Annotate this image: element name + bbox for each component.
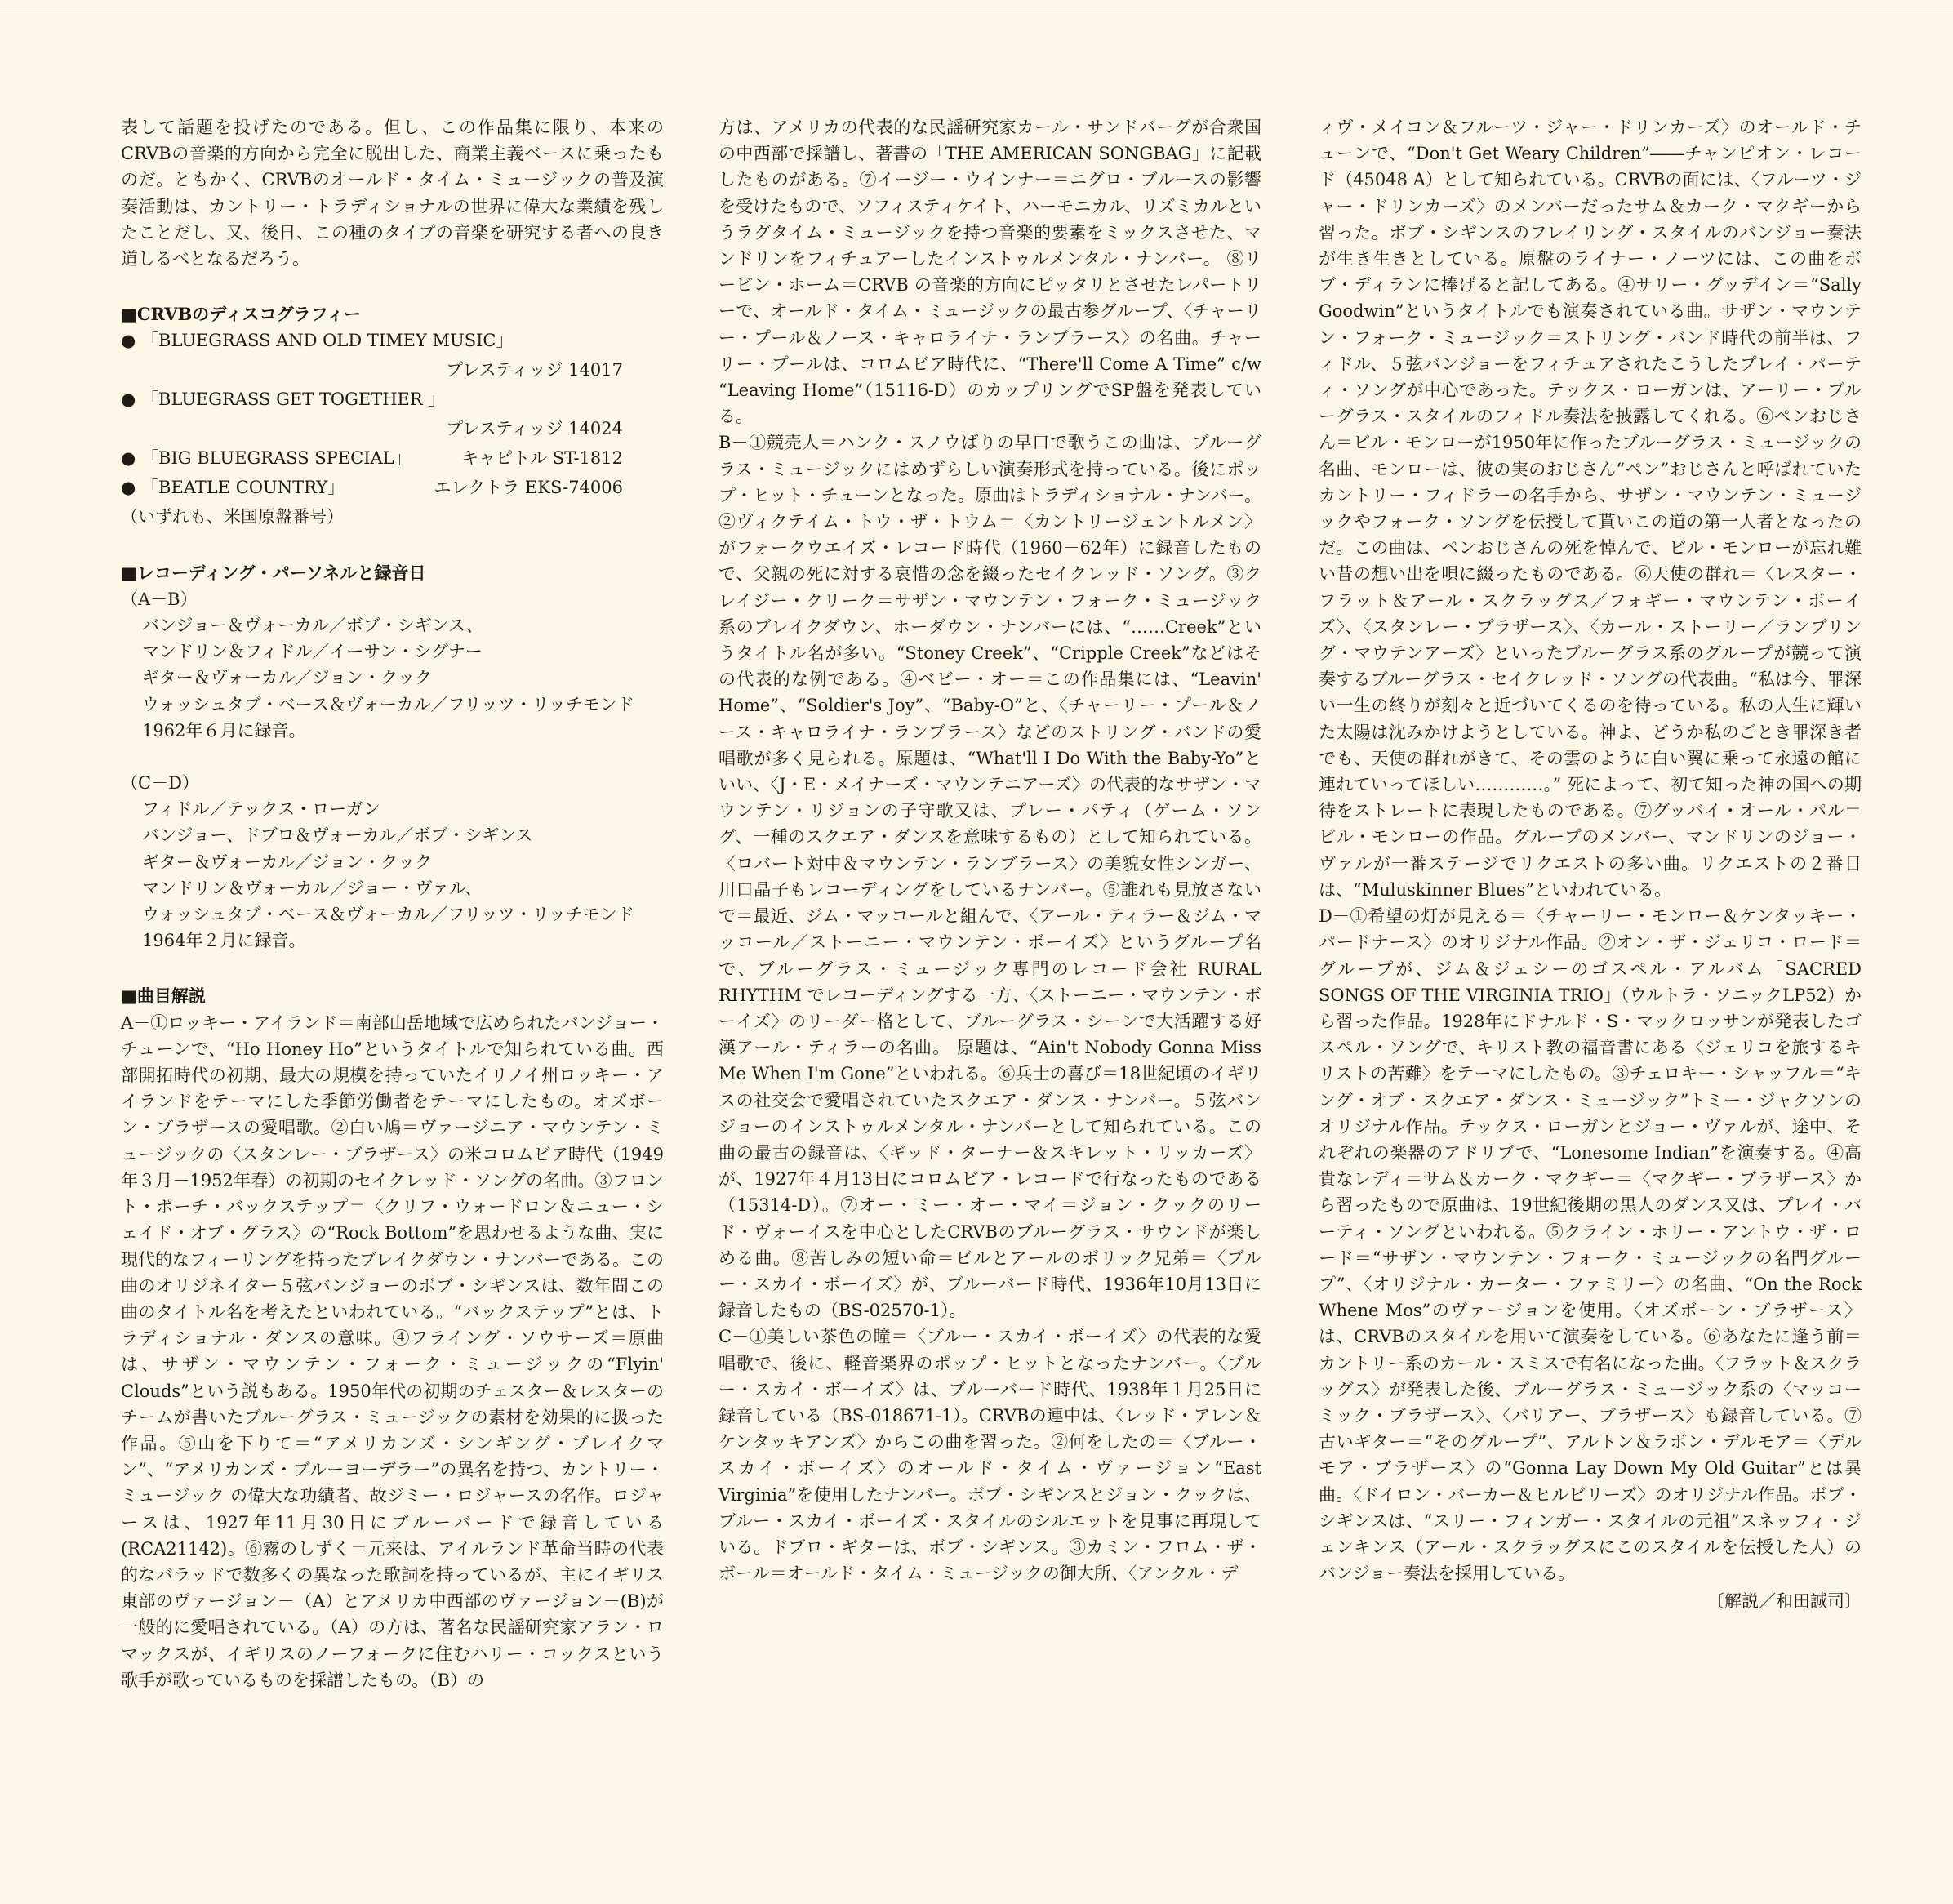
- author-credit: 〔解説／和田誠司〕: [1707, 1591, 1862, 1612]
- personnel-list-cd: [121, 796, 664, 954]
- column-2: [718, 114, 1267, 1586]
- song-notes-text: 方は、アメリカの代表的な民謡研究家カール・サンドバーグが合衆国の中西部で採譜し、著書の「THE AMERICAN SONGBAG」に記載したものがある。⑦イージー・ウインナー＝ニグロ・ブルースの影響を受けたもので、ソフィスティケイト、ハーモニカル、リズミカルというラグタイム・ミュージックを持つ音楽的要素をミックスさせた、マンドリンをフィチュアーしたインストゥルメンタル・ナンバー。 ⑧リービン・ホーム＝CRVB の音楽的方向にピッタリとさせたレパートリーで、オールド・タイム・ミュージックの最古参グループ、〈チャーリー・プール＆ノース・キャロライナ・ランブラース〉の名曲。チャーリー・プールは、コロムビア時代に、“There'll Come A Time” c/w “Leaving Home”（15116-D）のカップリングでSP盤を発表している。: [718, 118, 1267, 427]
- song-notes-heading: ■曲目解説: [121, 985, 206, 1007]
- record-label: エレクトラ EKS-74006: [434, 478, 623, 498]
- intro-paragraph: 表して話題を投げたのである。但し、この作品集に限り、本来のCRVBの音楽的方向から完全に脱出した、商業主義ベースに乗ったものだ。ともかく、CRVBのオールド・タイム・ミュージックの普及演奏活動は、カントリー・トラディショナルの世界に偉大な業績を残したことだし、又、後日、この種のタイプの音楽を研究する者への良き道しるべとなるだろう。: [121, 118, 664, 269]
- bullet-icon: ●: [121, 331, 136, 351]
- personnel-line: マンドリン＆フィドル／イーサン・シグナー: [142, 642, 483, 662]
- personnel-line: バンジョー、ドブロ＆ヴォーカル／ボブ・シギンス: [142, 825, 533, 846]
- record-title: 「BLUEGRASS AND OLD TIMEY MUSIC」: [141, 331, 514, 351]
- personnel-line: ウォッシュタブ・ベース＆ヴォーカル／フリッツ・リッチモンド: [142, 905, 634, 925]
- recording-date: 1964年２月に録音。: [142, 931, 306, 951]
- personnel-heading: ■レコーディング・パーソネルと録音日: [121, 562, 426, 583]
- song-notes-text: ィヴ・メイコン＆フルーツ・ジャー・ドリンカーズ〉のオールド・チューンで、“Don't Get Weary Children”――チャンピオン・レコード（45048 A）として知られている。CRVBの面には、〈フルーツ・ジャー・ドリンカーズ〉のメンバーだったサム＆カーク・マクギーから習った。ボブ・シギンスのフレイリング・スタイルのバンジョー奏法が生き生きとしている。原盤のライナー・ノーツには、この曲をボブ・ディランに捧げると記してある。④サリー・グッデイン＝“Sally Goodwin”というタイトルでも演奏されている曲。サザン・マウンテン・フォーク・ミュージック＝ストリング・バンド時代の前半は、フィドル、５弦バンジョーをフィチュアされたこうしたプレイ・パーティ・ソングが中心であった。テックス・ローガンは、アーリー・ブルーグラス・スタイルのフィドル奏法を披露してくれる。⑥ペンおじさん＝ビル・モンローが1950年に作ったブルーグラス・ミュージックの名曲、モンローは、彼の実のおじさん“ペン”おじさんと呼ばれていたカントリー・フィドラーの名手から、サザン・マウンテン・ミュージックやフォーク・ソングを伝授して貰いこの道の第一人者となったのだ。この曲は、ペンおじさんの死を悼んで、ビル・モンローが忘れ難い昔の想い出を唄に綴ったものである。⑥天使の群れ＝〈レスター・フラット＆アール・スクラッグス／フォギー・マウンテン・ボーイズ〉、〈スタンレー・ブラザース〉、〈カール・ストーリー／ランブリング・マウテンアーズ〉といったブルーグラス系のグループが競って演奏するブルーグラス・セイクレッド・ソングの代表曲。“私は今、罪深い一生の終りが刻々と近づいてくるのを待っている。私の人生に輝いた太陽は沈みかけようとしている。神よ、どうか私のごとき罪深き者でも、天使の群れがきて、その雲のように白い翼に乗って永遠の館に連れていってほしい…………。” 死によって、初て知った神の国への期待をストレートに表現したものである。⑦グッバイ・オール・パル＝ビル・モンローの作品。グループのメンバー、マンドリンのジョー・ヴァルが一番ステージでリクエストの多い曲。リクエストの２番目は、“Muluskinner Blues”といわれている。: [1319, 118, 1867, 900]
- side-b-notes: B－①競売人＝ハンク・スノウばりの早口で歌うこの曲は、ブルーグラス・ミュージックにはめずらしい演奏形式を持っている。後にポップ・ヒット・チューンとなった。原曲はトラディショナル・ナンバー。②ヴィクテイム・トウ・ザ・トウム＝〈カントリージェントルメン〉がフォークウエイズ・レコード時代（1960－62年）に録音したもので、父親の死に対する哀惜の念を綴ったセイクレッド・ソング。③クレイジー・クリーク＝サザン・マウンテン・フォーク・ミュージック系のブレイクダウン、ホーダウン・ナンバーには、“……Creek”というタイトル名が多い。“Stoney Creek”、“Cripple Creek”などはその代表的な例である。④ベビー・オー＝この作品集には、“Leavin' Home”、“Soldier's Joy”、“Baby-O”と、〈チャーリー・プール＆ノース・キャロライナ・ランブラース〉などのストリング・バンドの愛唱歌が多く見られる。原題は、“What'll I Do With the Baby-Yo”といい、〈J・E・メイナーズ・マウンテニアーズ〉の代表的なサザン・マウンテン・リジョンの子守歌又は、プレー・パティ（ゲーム・ソング、一種のスクエア・ダンスを意味するもの）として知られている。〈ロバート対中＆マウンテン・ランブラース〉の美貌女性シンガー、川口晶子もレコーディングをしているナンバー。⑤誰れも見放さないで＝最近、ジム・マッコールと組んで、〈アール・ティラー＆ジム・マッコール／ストーニー・マウンテン・ボーイズ〉というグループ名で、ブルーグラス・ミュージック専門のレコード会社 RURAL RHYTHM でレコーディングする一方、〈ストーニー・マウンテン・ボーイズ〉のリーダー格として、ブルーグラス・シーンで大活躍する好漢アール・ティラーの名曲。 原題は、“Ain't Nobody Gonna Miss Me When I'm Gone”といわれる。⑥兵士の喜び＝18世紀頃のイギリスの社交会で愛唱されていたスクエア・ダンス・ナンバー。５弦バンジョーのインストゥルメンタル・ナンバーとして知られている。この曲の最古の録音は、〈ギッド・ターナー＆スキレット・リッカーズ〉が、1927年４月13日にコロムビア・レコードで行なったものである（15314-D）。⑦オー・ミー・オー・マイ＝ジョン・クックのリード・ヴォーイスを中心としたCRVBのブルーグラス・サウンドが楽しめる曲。⑧苦しみの短い命＝ビルとアールのボリック兄弟＝〈ブルー・スカイ・ボーイズ〉が、ブルーバード時代、1936年10月13日に録音したもの（BS-02570-1）。: [718, 433, 1267, 1321]
- record-title: 「BLUEGRASS GET TOGETHER 」: [141, 389, 446, 410]
- column-3: [1319, 114, 1867, 1615]
- bullet-icon: ●: [121, 448, 136, 469]
- session-label-cd: （C－D）: [121, 773, 199, 794]
- record-label: キャピトル ST-1812: [461, 448, 623, 469]
- personnel-line: マンドリン＆ヴォーカル／ジョー・ヴァル、: [142, 878, 483, 898]
- personnel-line: ギター＆ヴォーカル／ジョン・クック: [142, 668, 433, 688]
- record-label: プレスティッジ 14024: [446, 419, 623, 439]
- side-c-notes: C－①美しい茶色の瞳＝〈ブルー・スカイ・ボーイズ〉の代表的な愛唱歌で、後に、軽音楽界のポップ・ヒットとなったナンバー。〈ブルー・スカイ・ボーイズ〉は、ブルーバード時代、1938年１月25日に録音している（BS-018671-1）。CRVBの連中は、〈レッド・アレン＆ケンタッキアンズ〉からこの曲を習った。②何をしたの＝〈ブルー・スカイ・ボーイズ〉のオールド・タイム・ヴァージョン“East Virginia”を使用したナンバー。ボブ・シギンスとジョン・クックは、ブルー・スカイ・ボーイズ・スタイルのシルエットを見事に再現している。ドブロ・ギターは、ボブ・シギンス。③カミン・フロム・ザ・ボール＝オールド・タイム・ミュージックの御大所、〈アンクル・デ: [718, 1327, 1267, 1584]
- discography-note: （いずれも、米国原盤番号）: [121, 507, 344, 527]
- personnel-line: ギター＆ヴォーカル／ジョン・クック: [142, 852, 433, 872]
- session-label-ab: （A－B）: [121, 589, 198, 609]
- discography-item: [121, 327, 664, 357]
- recording-date: 1962年６月に録音。: [142, 720, 306, 741]
- discography-heading: ■CRVBのディスコグラフィー: [121, 304, 361, 325]
- bullet-icon: ●: [121, 478, 136, 498]
- record-title: 「BEATLE COUNTRY」: [141, 478, 345, 498]
- bullet-icon: ●: [121, 389, 136, 410]
- personnel-line: ウォッシュタブ・ベース＆ヴォーカル／フリッツ・リッチモンド: [142, 694, 634, 714]
- column-1: [121, 114, 670, 1693]
- personnel-line: バンジョー＆ヴォーカル／ボブ・シギンス、: [142, 616, 483, 636]
- personnel-list-ab: [121, 612, 664, 744]
- record-title: 「BIG BLUEGRASS SPECIAL」: [141, 448, 412, 469]
- record-label: プレスティッジ 14017: [446, 360, 623, 380]
- side-d-notes: D－①希望の灯が見える＝〈チャーリー・モンロー＆ケンタッキー・パードナース〉のオリジナル作品。②オン・ザ・ジェリコ・ロード＝グループが、ジム＆ジェシーのゴスペル・アルバム「SACRED SONGS OF THE VIRGINIA TRIO」（ウルトラ・ソニックLP52）から習った作品。1928年にドナルド・S・マックロッサンが発表したゴスペル・ソングで、キリスト教の福音書にある〈ジェリコを旅するキリストの苦難〉をテーマにしたもの。③チェロキー・シャッフル＝“キング・オブ・スクエア・ダンス・ミュージック”トミー・ジャクソンのオリジナル作品。テックス・ローガンとジョー・ヴァルが、途中、それぞれの楽器のアドリブで、“Lonesome Indian”を演奏する。④高貴なレディ＝サム＆カーク・マクギー＝〈マクギー・ブラザース〉から習ったもので原曲は、19世紀後期の黒人のダンス又は、プレイ・パーティ・ソングといわれる。⑤クライン・ホリー・アントウ・ザ・ロード＝“サザン・マウンテン・フォーク・ミュージックの名門グループ”、〈オリジナル・カーター・ファミリー〉の名曲、“On the Rock Whene Mos”のヴァージョンを使用。〈オズボーン・ブラザース〉は、CRVBのスタイルを用いて演奏をしている。⑥あなたに逢う前＝カントリー系のカール・スミスで有名になった曲。〈フラット＆スクラッグス〉が発表した後、ブルーグラス・ミュージック系の〈マッコーミック・ブラザース〉、〈バリアー、ブラザース〉も録音している。⑦古いギター＝“そのグループ”、アルトン＆ラボン・デルモア＝〈デルモア・ブラザース〉の“Gonna Lay Down My Old Guitar”とは異曲。〈ドイロン・バーカー＆ヒルビリーズ〉のオリジナル作品。ボブ・シギンスは、“スリー・フィンガー・スタイルの元祖”スネッフィ・ジェンキンス（アール・スクラッグスにこのスタイルを伝授した人）のバンジョー奏法を採用している。: [1319, 906, 1867, 1584]
- discography-item: [121, 386, 664, 416]
- personnel-line: フィドル／テックス・ローガン: [142, 799, 380, 820]
- discography-item: [121, 445, 664, 474]
- song-notes-text: A－①ロッキー・アイランド＝南部山岳地域で広められたバンジョー・チューンで、“Ho Honey Ho”というタイトルで知られている曲。西部開拓時代の初期、最大の規模を持っていたイリノイ州ロッキー・アイランドをテーマにした季節労働者をテーマにしたもの。オズボーン・ブラザースの愛唱歌。②白い鳩＝ヴァージニア・マウンテン・ミュージックの〈スタンレー・ブラザース〉の米コロムビア時代（1949年３月－1952年春）の初期のセイクレッド・ソングの名曲。③フロント・ポーチ・バックステップ＝〈クリフ・ウォードロン＆ニュー・シェイド・オブ・グラス〉の“Rock Bottom”を思わせるような曲、実に現代的なフィーリングを持ったブレイクダウン・ナンバーである。この曲のオリジネイター５弦バンジョーのボブ・シギンスは、数年間この曲のタイトル名を考えたといわれている。“バックステップ”とは、トラディショナル・ダンスの意味。④フライング・ソウサーズ＝原曲は、サザン・マウンテン・フォーク・ミュージックの“Flyin' Clouds”という説もある。1950年代の初期のチェスター＆レスターのチームが書いたブルーグラス・ミュージックの素材を効果的に扱った作品。⑤山を下りて＝“アメリカンズ・シンギング・ブレイクマン”、“アメリカンズ・ブルーヨーデラー”の異名を持つ、カントリー・ミュージック の偉大な功績者、故ジミー・ロジャースの名作。ロジャースは、1927年11月30日にブルーバードで録音している(RCA21142)。⑥霧のしずく＝元来は、アイルランド革命当時の代表的なバラッドで数多くの異なった歌詞を持っているが、主にイギリス東部のヴァージョン－（A）とアメリカ中西部のヴァージョン－(B)が一般的に愛唱されている。（A）の方は、著名な民謡研究家アラン・ロマックスが、イギリスのノーフォークに住むハリー・コックスという歌手が歌っているものを採譜したもの。（B）の: [121, 1012, 670, 1690]
- discography-item: [121, 474, 664, 504]
